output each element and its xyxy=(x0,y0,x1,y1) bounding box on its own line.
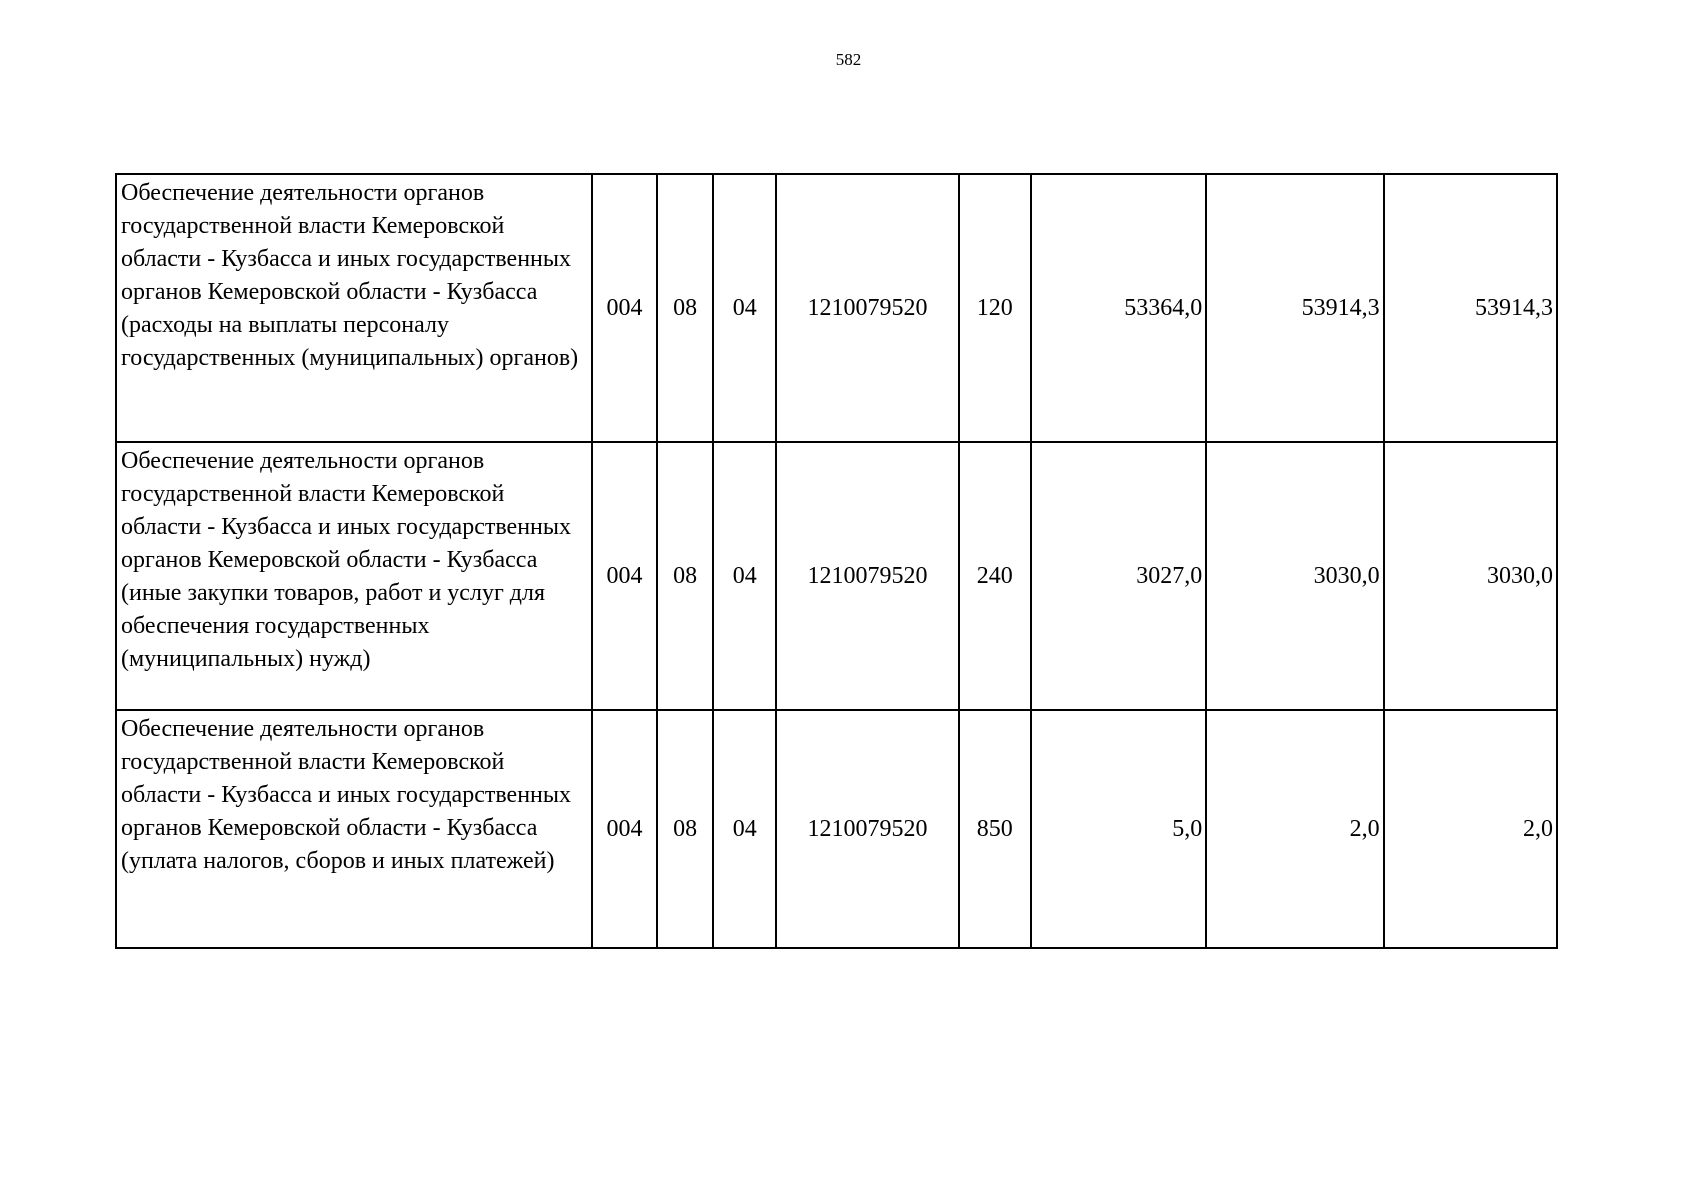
expense-type-code: 120 xyxy=(959,174,1031,442)
section-code: 08 xyxy=(657,174,713,442)
sum-3: 53914,3 xyxy=(1384,174,1557,442)
expense-type-code: 850 xyxy=(959,710,1031,948)
table-row xyxy=(116,174,1557,442)
ministry-code: 004 xyxy=(592,710,657,948)
ministry-code: 004 xyxy=(592,174,657,442)
target-item-code: 1210079520 xyxy=(776,174,958,442)
sum-3: 3030,0 xyxy=(1384,442,1557,710)
target-item-code: 1210079520 xyxy=(776,710,958,948)
subsection-code: 04 xyxy=(713,174,776,442)
subsection-code: 04 xyxy=(713,442,776,710)
budget-table xyxy=(115,173,1558,949)
sum-1: 53364,0 xyxy=(1031,174,1206,442)
row-name: Обеспечение деятельности органов государственной власти Кемеровской области - Кузбасса и иных государственных органов Кемеровской области - Кузбасса (иные закупки товаров, работ и услуг для обеспечения государственных (муниципальных) нужд) xyxy=(116,442,592,710)
page-number: 582 xyxy=(835,50,862,69)
subsection-code: 04 xyxy=(713,710,776,948)
table-row xyxy=(116,710,1557,948)
row-name: Обеспечение деятельности органов государственной власти Кемеровской области - Кузбасса и иных государственных органов Кемеровской области - Кузбасса (уплата налогов, сборов и иных платежей) xyxy=(116,710,592,948)
sum-2: 2,0 xyxy=(1206,710,1383,948)
sum-2: 53914,3 xyxy=(1206,174,1383,442)
expense-type-code: 240 xyxy=(959,442,1031,710)
section-code: 08 xyxy=(657,710,713,948)
section-code: 08 xyxy=(657,442,713,710)
sum-1: 5,0 xyxy=(1031,710,1206,948)
sum-1: 3027,0 xyxy=(1031,442,1206,710)
row-name: Обеспечение деятельности органов государственной власти Кемеровской области - Кузбасса и иных государственных органов Кемеровской области - Кузбасса (расходы на выплаты персоналу государственных (муниципальных) органов) xyxy=(116,174,592,442)
ministry-code: 004 xyxy=(592,442,657,710)
sum-3: 2,0 xyxy=(1384,710,1557,948)
sum-2: 3030,0 xyxy=(1206,442,1383,710)
table-row xyxy=(116,442,1557,710)
target-item-code: 1210079520 xyxy=(776,442,958,710)
